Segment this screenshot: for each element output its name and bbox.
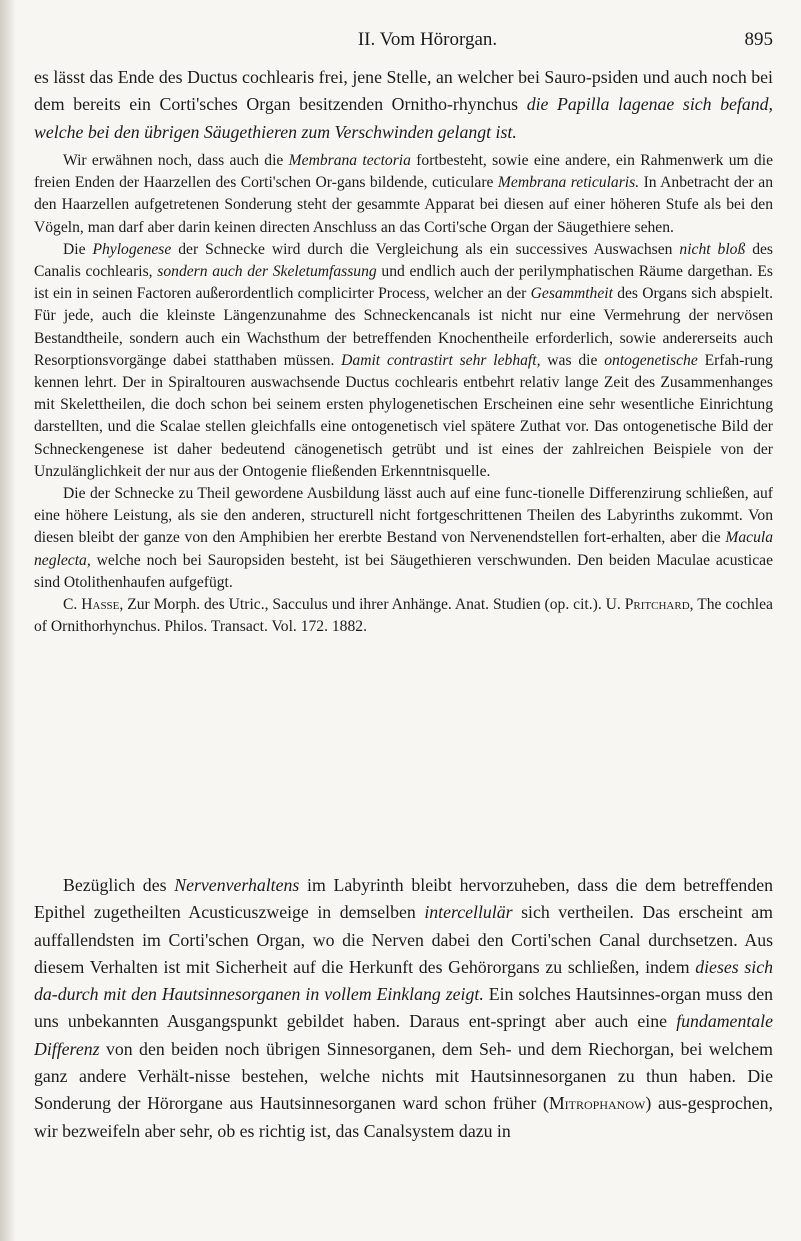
text-run: der Schnecke wird durch die Vergleichung als ein successives Auswachsen — [171, 240, 680, 258]
page-header — [34, 29, 773, 53]
text-run: C. — [63, 596, 82, 614]
emphasis-text: Damit contrastirt sehr lebhaft, — [341, 351, 541, 369]
page-body — [34, 64, 773, 146]
emphasis-text: Macula neglecta, — [34, 529, 773, 569]
page-number: 895 — [744, 29, 773, 50]
emphasis-text: Nervenverhaltens — [174, 875, 300, 895]
text-run: Die — [63, 240, 93, 258]
paragraph-references — [34, 594, 773, 638]
emphasis-text: Membrana tectoria — [288, 152, 411, 169]
emphasis-text: ontogenetische — [604, 351, 698, 369]
text-run: ) aus-gesprochen, wir bezweifeln aber sehr, ob es richtig ist, das Canalsystem dazu in — [34, 1093, 773, 1141]
emphasis-text: dieses sich da-durch mit den Hautsinnesorganen in vollem Einklang zeigt. — [34, 956, 773, 1005]
text-run: sich vertheilen. Das erscheint am auffallendsten im Corti'schen Organ, wo die Nerven dabei den Corti'schen Canal durchsetzen. Aus diesem Verhalten ist mit Sicherheit auf die Herkunft des Gehörorgans zu schließen, indem — [34, 902, 773, 977]
emphasis-text: sondern auch der Skeletumfassung — [157, 263, 377, 281]
emphasis-text: Membrana reticularis. — [497, 174, 640, 192]
emphasis-text: nicht bloß — [679, 240, 746, 258]
text-run: , The cochlea of Ornithorhynchus. Philos. Transact. Vol. 172. 1882. — [34, 596, 773, 636]
author-name: Pritchard — [624, 596, 690, 614]
text-run: Wir erwähnen noch, dass auch die — [63, 152, 289, 169]
emphasis-text: die Papilla lagenae sich befand, welche bei den übrigen Säugethieren zum Verschwinden gelangt ist. — [34, 94, 773, 142]
emphasis-text: Gesammtheit — [530, 285, 613, 303]
text-run: Die der Schnecke zu Theil gewordene Ausbildung lässt auch auf eine func-tionelle Differenzirung schließen, auf eine höhere Leistung, als sie den anderen, structurell nicht fortgeschrittenen Theilen des Labyrinths zukommt. Von diesen bleibt der ganze von den Amphibien her ererbte Bestand von Nervenendstellen fort-erhalten, aber die — [34, 485, 773, 547]
page-body-continued — [34, 872, 773, 1145]
emphasis-text: fundamentale Differenz — [34, 1011, 773, 1059]
text-run: was die — [540, 351, 605, 369]
small-print-block — [34, 150, 773, 638]
text-run: des Canalis cochlearis, — [34, 240, 773, 281]
text-run: In Anbetracht der an den Haarzellen aufgetretenen Sonderung steht der gesammte Apparat bei diesen auf einer höheren Stufe als bei den Vögeln, man darf aber darin keinen directen Anschluss an das Corti'sche Organ der Säugethiere sehen. — [34, 174, 773, 236]
author-name: Mitrophanow — [548, 1093, 646, 1114]
text-run: von den beiden noch übrigen Sinnesorganen, dem Seh- und dem Riechorgan, bei welchem ganz andere Verhält-nisse bestehen, welche nichts mit Hautsinnesorganen zu thun haben. Die Sonderung der Hörorgane aus Hautsinnesorganen ward schon früher ( — [34, 1038, 773, 1114]
emphasis-text: intercellulär — [424, 902, 513, 923]
book-spine-shadow — [0, 0, 16, 1241]
paragraph-differenzirung — [34, 483, 773, 594]
paragraph-membrana — [34, 150, 773, 239]
text-run: , Zur Morph. des Utric., Sacculus und ihrer Anhänge. Anat. Studien (op. cit.). U. — [119, 596, 625, 614]
text-run: Bezüglich des — [63, 875, 175, 895]
text-run: welche noch bei Sauropsiden besteht, ist bei Säugethieren verschwunden. Den beiden Maculae acusticae sind Otolithenhaufen aufgefügt. — [34, 551, 773, 591]
text-run: im Labyrinth bleibt hervorzuheben, dass die dem betreffenden Epithel zugetheilten Acusticuszweige in demselben — [34, 875, 773, 923]
author-name: Hasse — [81, 596, 120, 614]
paragraph-phylogenese — [34, 239, 773, 483]
paragraph-nervenverhalten — [34, 872, 773, 1145]
text-run: Ein solches Hautsinnes-organ muss den uns unbekannten Ausgangspunkt gebildet haben. Daraus ent-springt aber auch eine — [34, 984, 773, 1032]
text-run: des Organs sich abspielt. Für jede, auch die kleinste Längenzunahme des Schneckencanals ist nicht nur eine Vermehrung der nervösen Bestandtheile, sondern auch ein Wachsthum der betreffenden Knochentheile erforderlich, sowie andererseits auch Resorptionsvorgänge dabei statthaben müssen. — [34, 285, 774, 369]
text-run: es lässt das Ende des Ductus cochlearis frei, jene Stelle, an welcher bei Sauro-psiden und auch noch bei dem bereits ein Corti'sches Organ besitzenden Ornitho-rhynchus — [34, 67, 773, 115]
text-run: und endlich auch der perilymphatischen Räume dargethan. Es ist ein in seinen Factoren außerordentlich complicirter Process, welcher an der — [34, 263, 774, 303]
paragraph-intro — [34, 64, 773, 146]
running-title: II. Vom Hörorgan. — [357, 29, 498, 50]
emphasis-text: Phylogenese — [92, 240, 172, 258]
text-run: fortbesteht, sowie eine andere, ein Rahmenwerk um die freien Enden der Haarzellen des Corti'schen Or-gans bildende, cuticulare — [34, 152, 773, 192]
text-run: Erfah-rung kennen lehrt. Der in Spiraltouren auswachsende Ductus cochlearis entbehrt relativ lange Zeit des Zusammenhanges mit Skelettheilen, die doch schon bei seinem ersten phylogenetischen Erscheinen eine sehr wesentliche Einrichtung darstellten, und die Scalae stellen gleichfalls eine ontogenetisch viel spätere Zuthat vor. Das ontogenetische Bild der Schneckengenese ist daher bedeutend cänogenetisch getrübt und ist eines der zahlreichen Beispiele von der Unzulänglichkeit der nur aus der Ontogenie fließenden Erkenntnisquelle. — [34, 351, 773, 480]
